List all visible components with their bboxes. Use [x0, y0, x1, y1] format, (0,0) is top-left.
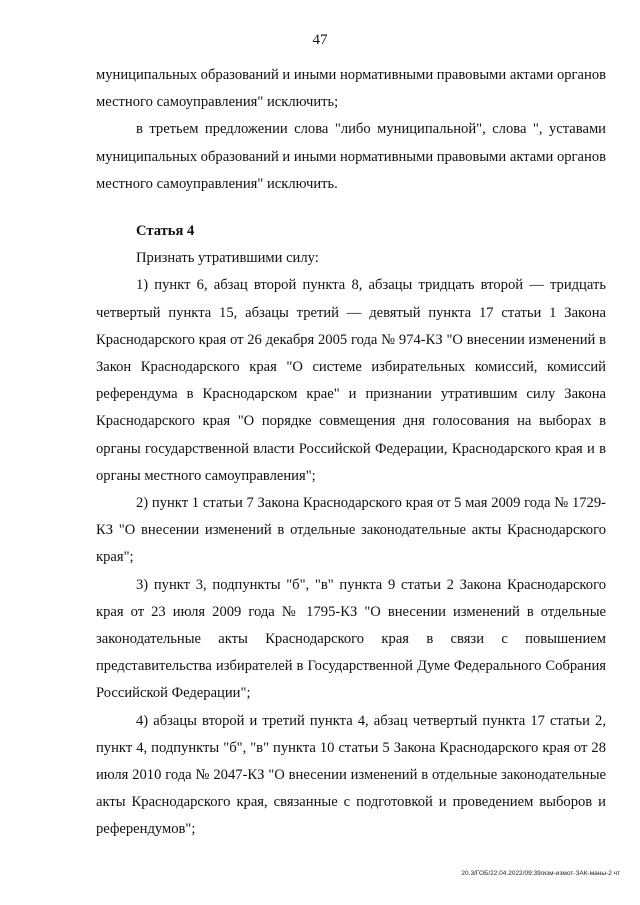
list-item: 1) пункт 6, абзац второй пункта 8, абзацы тридцать второй — тридцать четвертый пункта 15, абзацы третий — девятый пункта 17 статьи 1 Закона Краснодарского края от 26 декабря 2005 года № 974-КЗ "О внесении изменений в Закон Краснодарского края "О системе избирательных комиссий, комиссий референдума в Краснодарском крае" и признании утратившим силу Закона Краснодарского края "О порядке совмещения дня голосования на выборах в органы государственной власти Российской Федерации, Краснодарского края и в органы местного самоуправления";: [96, 277, 606, 484]
article-heading: Статья 4: [136, 223, 195, 239]
list-item: 3) пункт 3, подпункты "б", "в" пункта 9 статьи 2 Закона Краснодарского края от 23 июля 2009 года № 1795-КЗ "О внесении изменений в отдельные законодательные акты Краснодарского края в связи с повышением представительства избирателей в Государственной Думе Федерального Собрания Российской Федерации";: [96, 576, 606, 702]
list-item: 4) абзацы второй и третий пункта 4, абзац четвертый пункта 17 статьи 2, пункт 4, подпункты "б", "в" пункта 10 статьи 5 Закона Краснодарского края от 28 июля 2010 года № 2047-КЗ "О внесении изменений в отдельные законодательные акты Краснодарского края, связанные с подготовкой и проведением выборов и референдумов";: [96, 712, 606, 838]
article-section: [96, 218, 606, 844]
paragraph: в третьем предложении слова "либо муниципальной", слова ", уставами муниципальных образований и иными нормативными правовыми актами органов местного самоуправления" исключить.: [96, 121, 607, 192]
article-intro: Признать утратившими силу:: [136, 250, 319, 267]
page-number: 47: [312, 32, 328, 48]
paragraph-continuation: муниципальных образований и иными нормативными правовыми актами органов местного самоуправления" исключить;: [96, 67, 607, 111]
footer-code: 20.3/ГОБ/22.04.2022/09:39/изм-измот-ЗАК-маны-2 чт: [461, 870, 620, 877]
top-block: [96, 62, 606, 198]
list-item: 2) пункт 1 статьи 7 Закона Краснодарского края от 5 мая 2009 года № 1729-КЗ "О внесении изменений в отдельные законодательные акты Краснодарского края";: [96, 495, 606, 566]
